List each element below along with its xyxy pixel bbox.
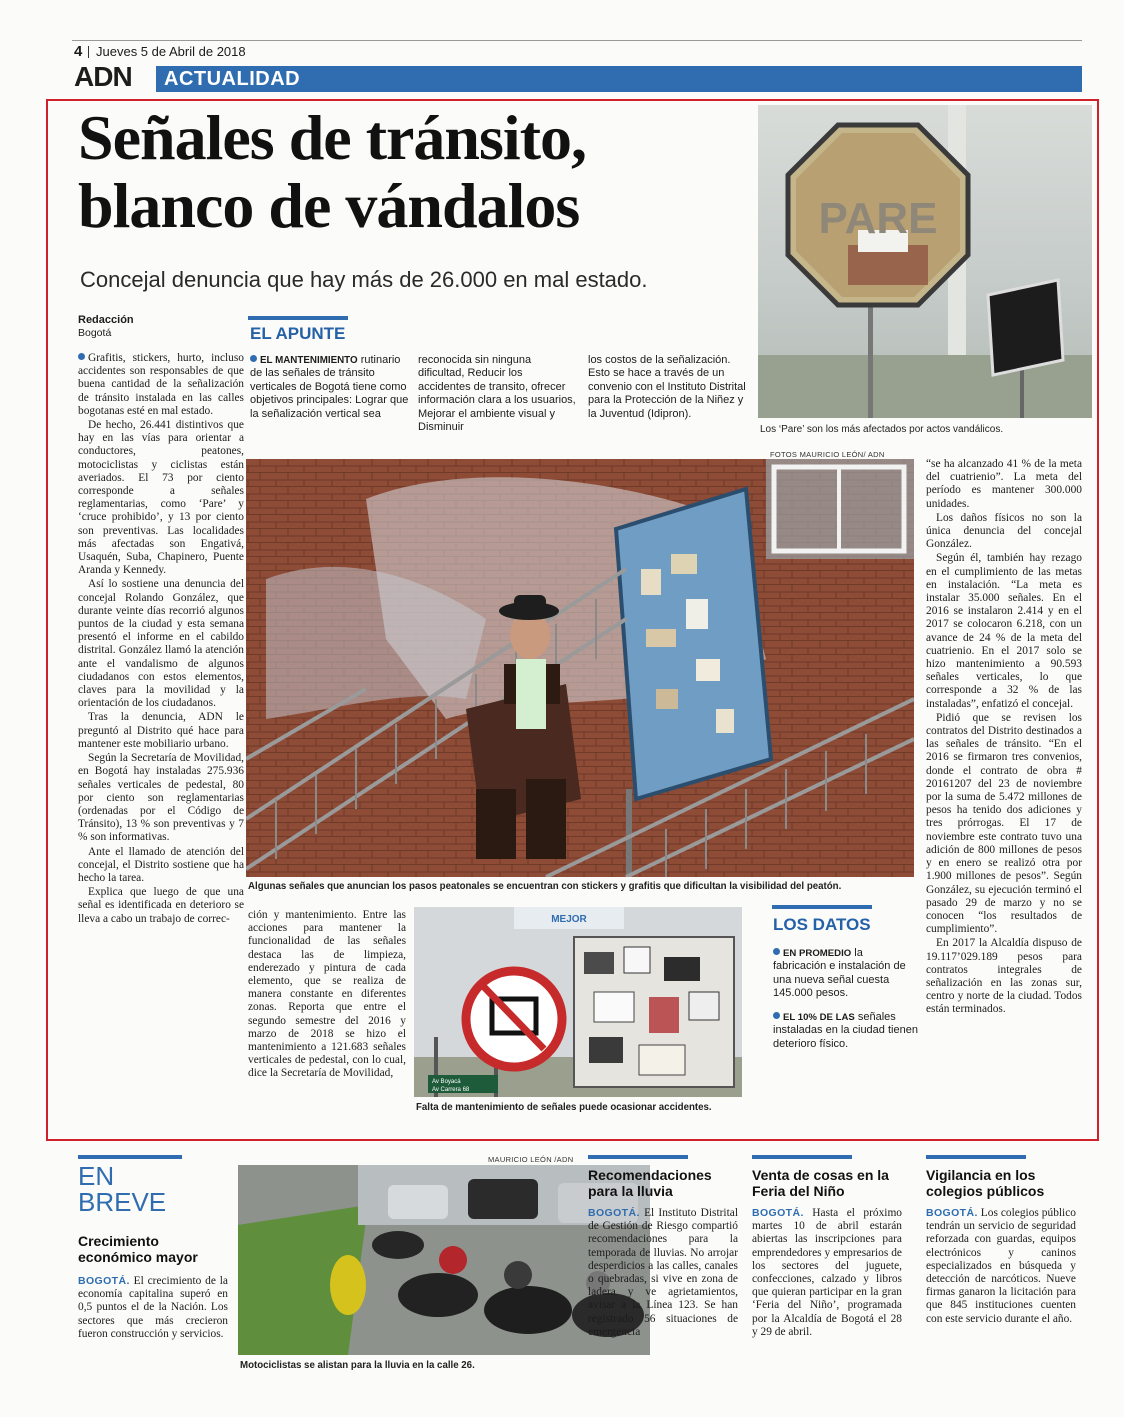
paragraph: Según él, también hay rezago en el cumplimiento de las metas en instalación. “La meta es instalar 35.000 señales. En el 2016 se instalaron 2.414 y en el 2017 se colocaron 6.218, con un avance de 24 % de la meta del cuatrienio. En el 2017 solo se hizo mantenimiento a 90.593 señales verticales, lo que corresponde a 32 % de las instaladas”, enfatizó el concejal. (926, 552, 1082, 710)
article-column-2 (248, 909, 406, 1082)
brief-2-text: BOGOTÁ. El Instituto Distrital de Gestión de Riesgo compartió recomendaciones para la temporada de lluvias. No arrojar desperdicios a las calles, canales o quebradas, si vive en zona de ladera y ve agrietamientos, avisar a la Línea 123. Se han registrado 56 situaciones de emergencia (588, 1207, 738, 1338)
pare-sign-photo (758, 105, 1092, 418)
small-photo-caption: Falta de mantenimiento de señales puede ocasionar accidentes. (416, 1102, 712, 1113)
apunte-column-1: EL MANTENIMIENTO rutinario de las señales de tránsito verticales de Bogotá tiene como objetivos principales: Lograr que la señalización vertical sea (250, 354, 409, 420)
main-photo-caption: Algunas señales que anuncian los pasos peatonales se encuentran con stickers y grafitis que dificultan la visibilidad del peatón. (248, 881, 842, 892)
bullet-icon (773, 1012, 780, 1019)
main-photo-credit: FOTOS MAURICIO LEÓN/ ADN (770, 450, 885, 459)
article-column-1 (78, 352, 244, 927)
small-photo-illustration (414, 907, 742, 1097)
bullet-icon (250, 355, 257, 362)
apunte-column-3: los costos de la señalización. Esto se hace a través de un convenio con el Instituto Distrital para la Protección de la Niñez y la Juventud (Idipron). (588, 354, 746, 420)
brief-2-title: Recomendaciones para la lluvia (588, 1167, 712, 1199)
street-sign-line-1: Av Boyacá (432, 1079, 461, 1085)
subheadline: Concejal denuncia que hay más de 26.000 en mal estado. (80, 267, 648, 292)
brief-3-title: Venta de cosas en la Feria del Niño (752, 1167, 889, 1199)
page-header (72, 40, 1082, 96)
apunte-column-2: reconocida sin ninguna dificultad, Reducir los accidentes de transito, ofrecer información clara a los usuarios, Mejorar el ambiente visual y Disminuir (418, 354, 576, 434)
brief-photo-caption: Motociclistas se alistan para la lluvia en la calle 26. (240, 1360, 475, 1371)
paragraph: De hecho, 26.441 distintivos que hay en las vías para orientar a conductores, peatones, motociclistas y ciclistas están averiados. El 73 por ciento corresponde a señales reglamentarias, como ‘Pare’ y ‘cruce prohibido’, y 13 por ciento son preventivas. Las localidades más afectadas son Engativá, Usaquén, Suba, Chapinero, Puente Aranda y Kennedy. (78, 419, 244, 577)
paragraph: Los daños físicos no son la única denuncia del concejal González. (926, 511, 1082, 551)
headline-line-1: Señales de tránsito, (78, 102, 586, 173)
paragraph: Explica que luego de que una señal es identificada en deterioro se lleva a cabo un trabajo de correc- (78, 886, 244, 925)
brief-photo-credit: MAURICIO LEÓN /ADN (488, 1155, 574, 1164)
section-banner (156, 66, 1082, 92)
paragraph: “se ha alcanzado 41 % de la meta del cuatrienio”. La meta del período es mantener 300.000 unidades. (926, 458, 1082, 510)
byline: Redacción (78, 314, 134, 326)
pare-photo-caption: Los ‘Pare’ son los más afectados por actos vandálicos. (760, 424, 1004, 435)
section-title: ACTUALIDAD (164, 68, 301, 90)
bullet-icon (78, 353, 85, 360)
en-breve-label: EN BREVE (78, 1161, 167, 1217)
paragraph: En 2017 la Alcaldía dispuso de 19.117’029.189 pesos para contratos integrales de señalización en las zonas sur, centro y norte de la ciudad. Todos están terminados. (926, 937, 1082, 1016)
paragraph: Tras la denuncia, ADN le preguntó al Distrito qué hace para mantener este mobiliario urbano. (78, 711, 244, 750)
small-photo (414, 907, 742, 1097)
street-sign-line-2: Av Carrera 68 (432, 1087, 470, 1093)
paragraph: Pidió que se revisen los contratos del Distrito destinados a las señales de tránsito. “En el 2016 se firmaron tres convenios, donde el contrato de obra # 20161207 del 23 de noviembre por la suma de 5.472 millones de pesos ha tenido dos adiciones y tres prórrogas. El 17 de noviembre este contrato tuvo una adición de 800 millones de pesos y en enero se realizó otra por 1.900 millones de pesos”. Según González, su ejecución terminó el pasado 29 de marzo y no se conocen “los resultados de cumplimiento”. (926, 711, 1082, 936)
pare-sign-illustration (758, 105, 1092, 418)
datos-item-1: EN PROMEDIO la fabricación e instalación de una nueva señal cuesta 145.000 pesos. (773, 947, 906, 1000)
apunte-box (248, 316, 758, 442)
paragraph: Grafitis, stickers, hurto, incluso accidentes son responsables de que buena cantidad de la señalización de tránsito instalada en las calles bogotanas esté en mal estado. (78, 352, 244, 417)
bullet-icon (773, 948, 780, 955)
pare-sign-text: PARE (818, 194, 938, 243)
brief-4-text: BOGOTÁ. Los colegios público tendrán un servicio de seguridad reforzada con guardas, equipos electrónicos y caninos especializados en búsqueda y detección de narcóticos. Nueve firmas ganaron la licitación para que 845 instituciones cuenten con este servicio durante el año. (926, 1207, 1076, 1325)
headline (78, 104, 758, 240)
paragraph: Ante el llamado de atención del concejal, el Distrito sostiene que ha hecho la tarea. (78, 845, 244, 884)
datos-title: LOS DATOS (773, 915, 871, 934)
main-photo (246, 459, 914, 877)
brief-1-text: BOGOTÁ. El crecimiento de la economía capitalina superó en 0,5 puntos el de la Nación. Los sectores que más crecieron fueron construcción y servicios. (78, 1275, 228, 1340)
paragraph: ción y mantenimiento. Entre las acciones para mantener la funcionalidad de las señales destaca las de limpieza, enderezado y pintura de cada elemento, que se realiza de manera constante en diferentes zonas. Reporta que entre el segundo semestre del 2016 y marzo de 2018 se hizo el mantenimiento a 121.683 señales verticales de pedestal, con lo cual, dice la Secretaría de Movilidad, (248, 909, 406, 1080)
apunte-title: EL APUNTE (250, 324, 346, 343)
paragraph: Según la Secretaría de Movilidad, en Bogotá hay instaladas 275.936 señales verticales de pedestal, 80 por ciento son reglamentarias (ordenadas por el Código de Tránsito), 13 % son preventivas y 7 % son informativas. (78, 752, 244, 844)
apunte-lead: EL MANTENIMIENTO (260, 355, 358, 366)
page-number: 4 (74, 43, 83, 60)
adn-logo: ADN (74, 61, 132, 92)
small-sign-text: MEJOR (551, 914, 587, 925)
headline-line-2: blanco de vándalos (78, 170, 580, 241)
datos-item-2: EL 10% DE LAS señales instaladas en la ciudad tienen deterioro físico. (773, 1011, 918, 1050)
brief-1-title: Crecimiento económico mayor (78, 1233, 198, 1265)
main-photo-illustration (246, 459, 914, 877)
page-date: Jueves 5 de Abril de 2018 (96, 44, 246, 59)
brief-3-text: BOGOTÁ. Hasta el próximo martes 10 de abril estarán abiertas las inscripciones para emprendedores y empresarios de los sectores del juguete, confecciones, calzado y libros que quieran participar en la gran ‘Feria del Niño’, programada por la Alcaldía de Bogotá el 28 y 29 de abril. (752, 1207, 902, 1338)
paragraph: Así lo sostiene una denuncia del concejal Rolando González, que durante veinte días recorrió algunos puntos de la ciudad y esta semana presentó el informe en el cabildo distrital. González llamó la atención ante el vandalismo de algunos ciudadanos con estos elementos, claves para la movilidad y la orientación de los ciudadanos. (78, 578, 244, 710)
byline-location: Bogotá (78, 327, 112, 339)
brief-4-title: Vigilancia en los colegios públicos (926, 1167, 1045, 1199)
article-column-right (926, 458, 1082, 1018)
en-breve-section (78, 1155, 1084, 1390)
